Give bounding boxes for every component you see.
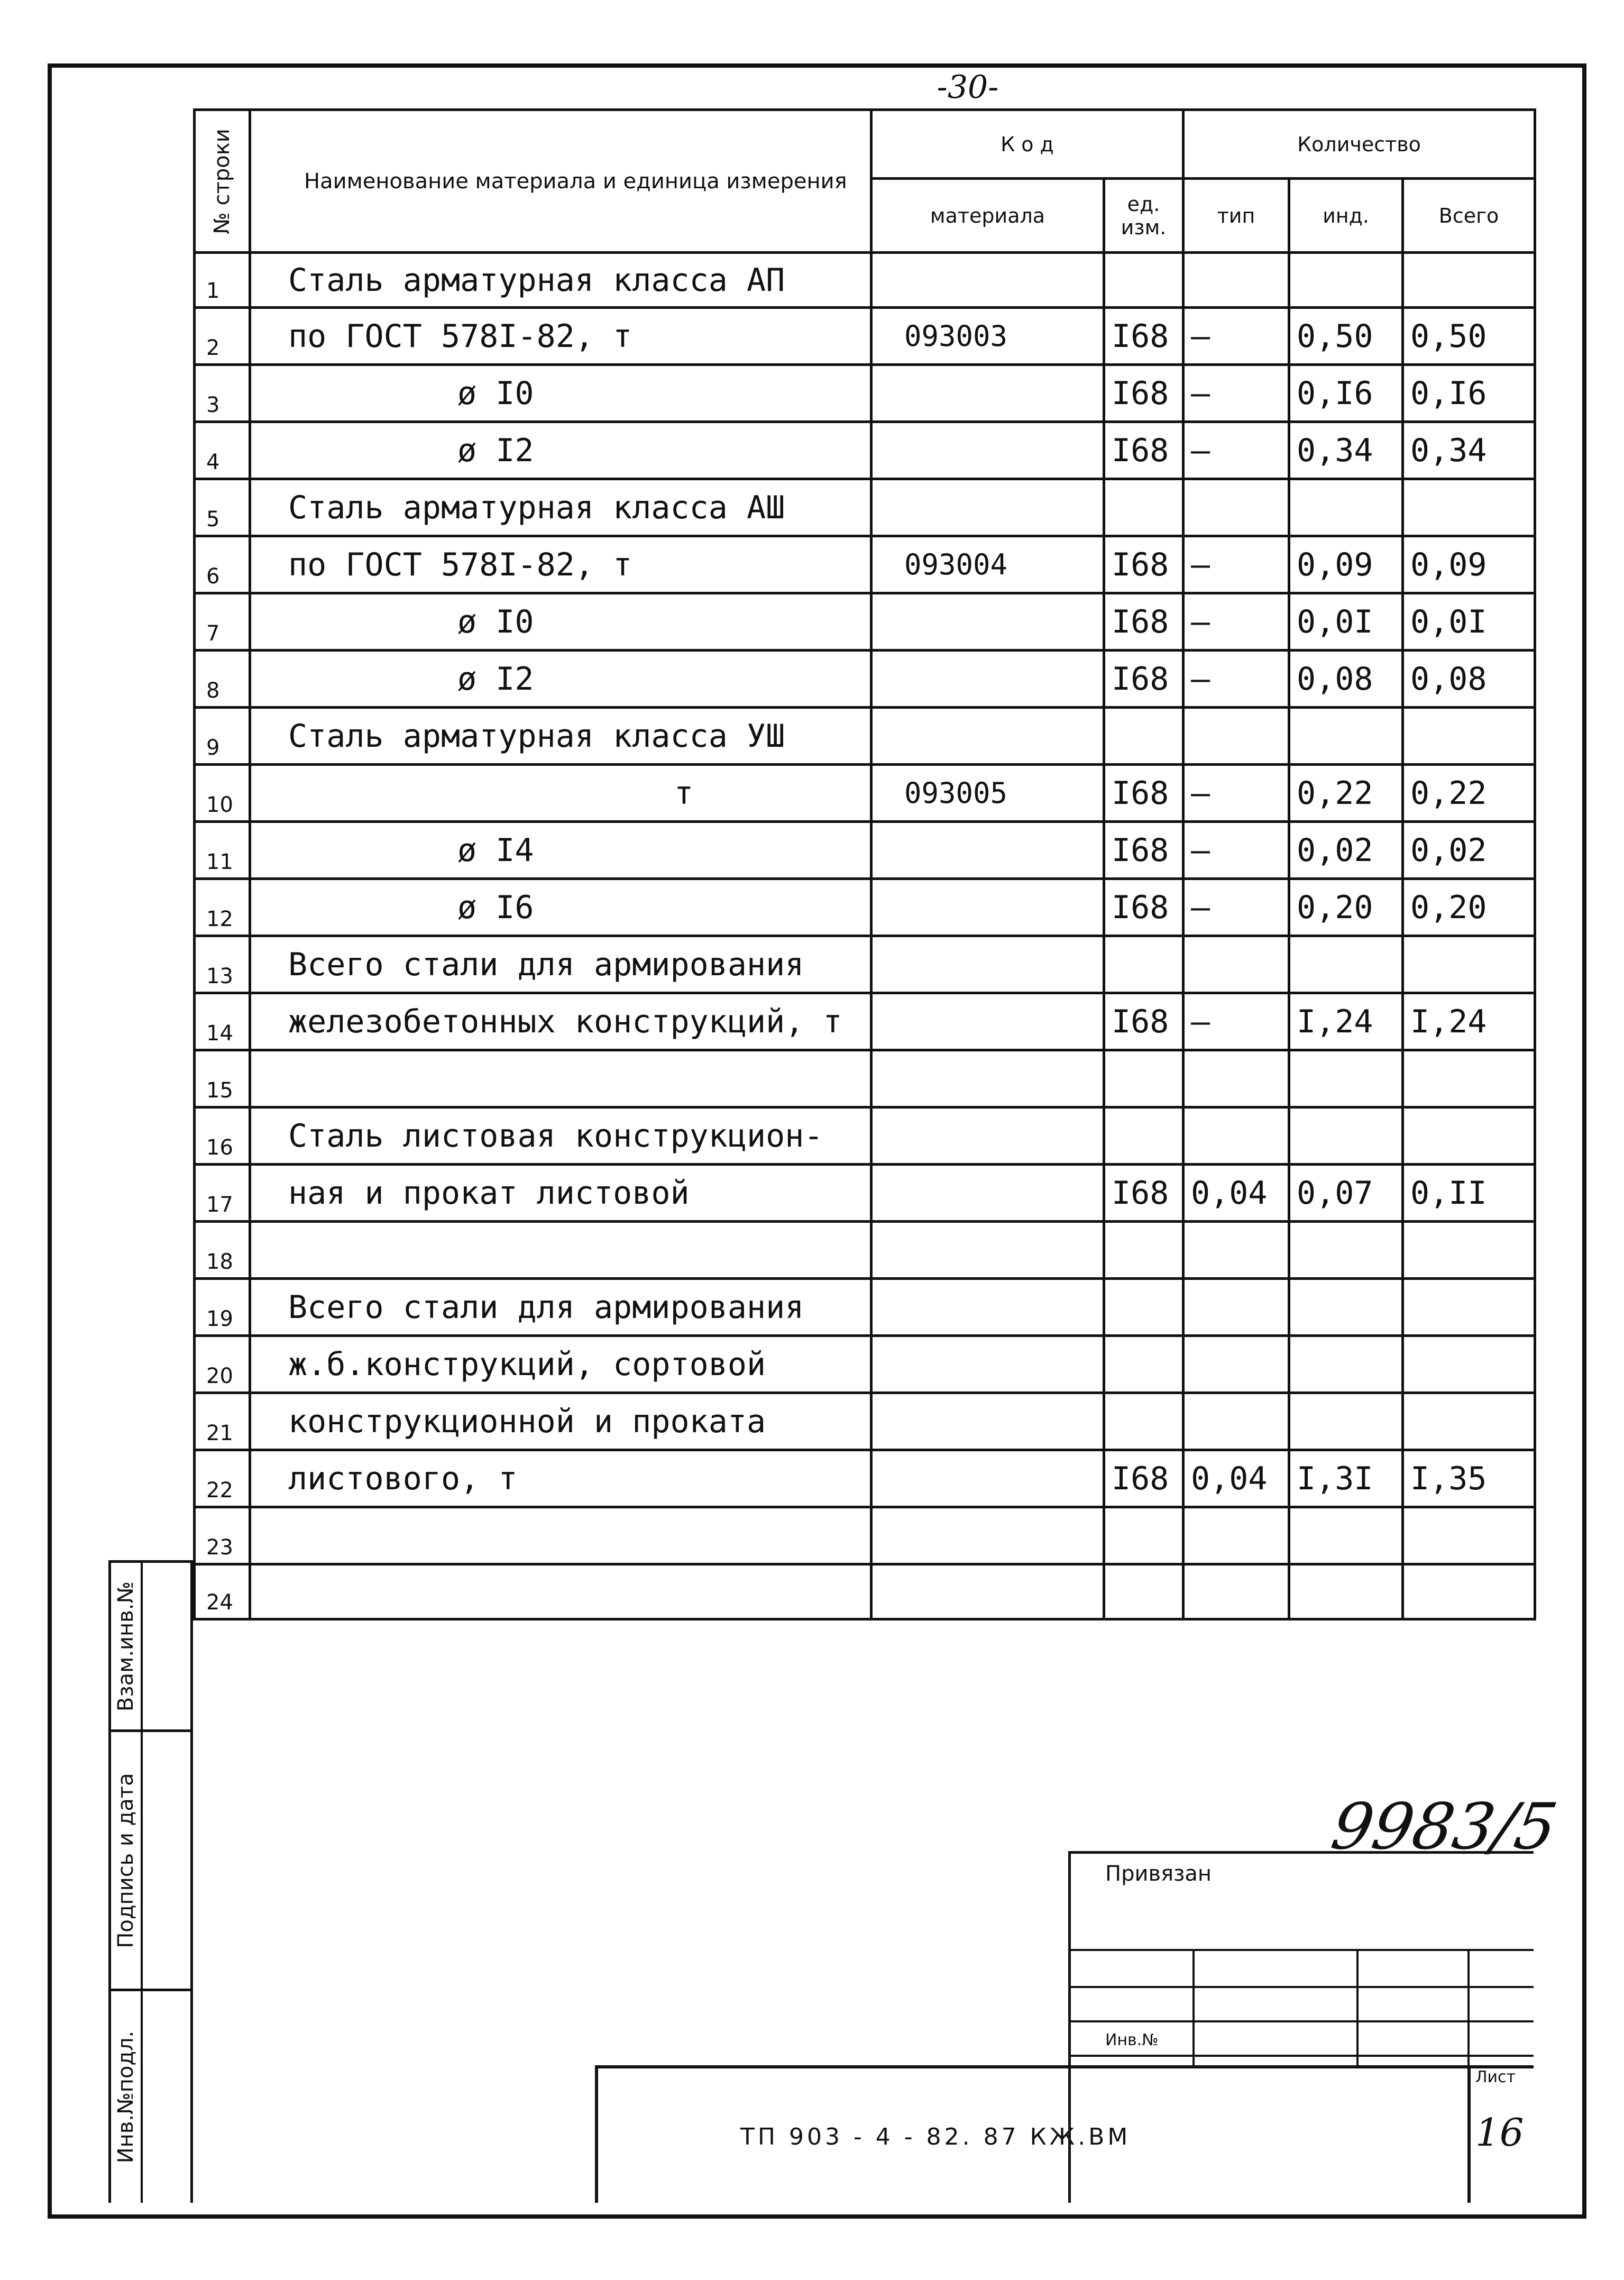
qty-total-cell: [1403, 1507, 1535, 1564]
row-number-cell: 6: [195, 536, 250, 593]
table-row: [195, 936, 1535, 993]
stamp-linked-label: Привязан: [1105, 1862, 1212, 1886]
qty-ind-cell: I,3I: [1289, 1450, 1403, 1507]
qty-ind-cell: [1289, 1507, 1403, 1564]
material-code-cell: 093003: [871, 308, 1104, 365]
qty-typ-cell: [1183, 1507, 1289, 1564]
table-row: [195, 1279, 1535, 1336]
row-number-cell: 3: [195, 365, 250, 422]
unit-code-cell: [1104, 1336, 1183, 1393]
material-name-cell: ø I4: [250, 822, 871, 879]
material-name-cell: конструкционной и проката: [250, 1393, 871, 1450]
unit-code-cell: I68: [1104, 365, 1183, 422]
material-name-cell: ø I2: [250, 422, 871, 479]
material-code-cell: [871, 1107, 1104, 1165]
unit-code-cell: [1104, 1507, 1183, 1564]
material-code-cell: [871, 1393, 1104, 1450]
qty-total-cell: I,24: [1403, 993, 1535, 1050]
qty-typ-cell: –: [1183, 422, 1289, 479]
qty-typ-cell: [1183, 479, 1289, 536]
material-code-cell: [871, 1165, 1104, 1222]
qty-total-cell: [1403, 253, 1535, 308]
qty-ind-cell: [1289, 1279, 1403, 1336]
table-row: [195, 1107, 1535, 1165]
material-code-cell: [871, 253, 1104, 308]
material-name-cell: [250, 1564, 871, 1619]
material-code-cell: [871, 1222, 1104, 1279]
qty-ind-cell: [1289, 1336, 1403, 1393]
material-code-cell: [871, 879, 1104, 936]
qty-typ-cell: –: [1183, 365, 1289, 422]
row-number-cell: 5: [195, 479, 250, 536]
qty-ind-cell: [1289, 936, 1403, 993]
row-number-cell: 9: [195, 708, 250, 765]
row-number-cell: 10: [195, 765, 250, 822]
qty-ind-cell: [1289, 253, 1403, 308]
unit-code-cell: [1104, 708, 1183, 765]
unit-code-cell: I68: [1104, 651, 1183, 708]
header-code-unit: ед. изм.: [1104, 179, 1183, 253]
material-code-cell: [871, 365, 1104, 422]
qty-ind-cell: 0,08: [1289, 651, 1403, 708]
table-row: [195, 536, 1535, 593]
header-qty-typ: тип: [1183, 179, 1289, 253]
qty-ind-cell: [1289, 1393, 1403, 1450]
table-row: [195, 651, 1535, 708]
unit-code-cell: I68: [1104, 879, 1183, 936]
row-number-cell: 1: [195, 253, 250, 308]
table-row: [195, 879, 1535, 936]
unit-code-cell: I68: [1104, 822, 1183, 879]
qty-typ-cell: [1183, 253, 1289, 308]
qty-total-cell: 0,I6: [1403, 365, 1535, 422]
material-name-cell: Всего стали для армирования: [250, 1279, 871, 1336]
table-row: [195, 1050, 1535, 1107]
row-number-cell: 22: [195, 1450, 250, 1507]
table-row: [195, 308, 1535, 365]
qty-typ-cell: –: [1183, 822, 1289, 879]
qty-ind-cell: [1289, 1107, 1403, 1165]
qty-total-cell: [1403, 1393, 1535, 1450]
document-code: ТП 903 - 4 - 82. 87 КЖ.ВМ: [740, 2123, 1131, 2150]
materials-table: [193, 108, 1534, 1642]
table-row: [195, 1393, 1535, 1450]
sheet-label: Лист: [1475, 2068, 1516, 2086]
unit-code-cell: [1104, 1107, 1183, 1165]
material-name-cell: ø I0: [250, 593, 871, 651]
qty-typ-cell: –: [1183, 536, 1289, 593]
row-number-cell: 2: [195, 308, 250, 365]
qty-ind-cell: 0,09: [1289, 536, 1403, 593]
qty-typ-cell: –: [1183, 993, 1289, 1050]
qty-total-cell: [1403, 1336, 1535, 1393]
material-name-cell: Сталь арматурная класса АП: [250, 253, 871, 308]
unit-code-cell: I68: [1104, 593, 1183, 651]
material-name-cell: ная и прокат листовой: [250, 1165, 871, 1222]
row-number-cell: 4: [195, 422, 250, 479]
material-code-cell: [871, 651, 1104, 708]
qty-total-cell: 0,09: [1403, 536, 1535, 593]
material-code-cell: [871, 593, 1104, 651]
qty-total-cell: 0,II: [1403, 1165, 1535, 1222]
qty-total-cell: 0,08: [1403, 651, 1535, 708]
qty-ind-cell: 0,20: [1289, 879, 1403, 936]
sheet-number: 16: [1475, 2110, 1524, 2155]
material-code-cell: [871, 479, 1104, 536]
material-code-cell: [871, 1050, 1104, 1107]
table-row: [195, 1564, 1535, 1619]
material-code-cell: [871, 822, 1104, 879]
material-name-cell: Всего стали для армирования: [250, 936, 871, 993]
unit-code-cell: [1104, 253, 1183, 308]
qty-typ-cell: [1183, 1222, 1289, 1279]
table-row: [195, 765, 1535, 822]
table-row: [195, 822, 1535, 879]
table-row: [195, 365, 1535, 422]
qty-total-cell: 0,22: [1403, 765, 1535, 822]
qty-ind-cell: 0,50: [1289, 308, 1403, 365]
header-code-group: К о д: [871, 110, 1183, 179]
qty-typ-cell: –: [1183, 651, 1289, 708]
table-row: [195, 253, 1535, 308]
qty-ind-cell: I,24: [1289, 993, 1403, 1050]
qty-total-cell: [1403, 1279, 1535, 1336]
table-row: [195, 593, 1535, 651]
qty-typ-cell: –: [1183, 765, 1289, 822]
handwritten-number: 9983/5: [1326, 1790, 1563, 1864]
page-number: -30-: [937, 69, 999, 106]
qty-total-cell: 0,34: [1403, 422, 1535, 479]
qty-total-cell: I,35: [1403, 1450, 1535, 1507]
qty-total-cell: 0,20: [1403, 879, 1535, 936]
qty-total-cell: [1403, 708, 1535, 765]
table-row: [195, 1222, 1535, 1279]
material-code-cell: [871, 708, 1104, 765]
material-code-cell: 093004: [871, 536, 1104, 593]
qty-total-cell: [1403, 479, 1535, 536]
header-qty-ind: инд.: [1289, 179, 1403, 253]
unit-code-cell: [1104, 479, 1183, 536]
row-number-cell: 12: [195, 879, 250, 936]
unit-code-cell: I68: [1104, 308, 1183, 365]
material-name-cell: Сталь арматурная класса УШ: [250, 708, 871, 765]
unit-code-cell: [1104, 936, 1183, 993]
qty-typ-cell: [1183, 1336, 1289, 1393]
row-number-cell: 14: [195, 993, 250, 1050]
unit-code-cell: I68: [1104, 765, 1183, 822]
qty-typ-cell: [1183, 936, 1289, 993]
unit-code-cell: I68: [1104, 1165, 1183, 1222]
row-number-cell: 11: [195, 822, 250, 879]
qty-ind-cell: [1289, 1050, 1403, 1107]
left-side-stamp: [108, 1560, 193, 2203]
material-name-cell: [250, 1222, 871, 1279]
material-name-cell: [250, 1507, 871, 1564]
qty-typ-cell: [1183, 1279, 1289, 1336]
qty-ind-cell: 0,I6: [1289, 365, 1403, 422]
qty-ind-cell: 0,02: [1289, 822, 1403, 879]
row-number-cell: 13: [195, 936, 250, 993]
header-qty-total: Всего: [1403, 179, 1535, 253]
row-number-cell: 20: [195, 1336, 250, 1393]
material-code-cell: [871, 1336, 1104, 1393]
qty-ind-cell: [1289, 1564, 1403, 1619]
table-row: [195, 1165, 1535, 1222]
qty-total-cell: [1403, 1222, 1535, 1279]
qty-typ-cell: –: [1183, 308, 1289, 365]
header-quantity-group: Количество: [1183, 110, 1535, 179]
table-row: [195, 708, 1535, 765]
qty-ind-cell: 0,22: [1289, 765, 1403, 822]
unit-code-cell: [1104, 1222, 1183, 1279]
qty-total-cell: 0,50: [1403, 308, 1535, 365]
material-name-cell: т: [250, 765, 871, 822]
qty-typ-cell: [1183, 1107, 1289, 1165]
material-code-cell: [871, 422, 1104, 479]
header-code-material: материала: [871, 179, 1104, 253]
material-code-cell: [871, 993, 1104, 1050]
material-name-cell: ж.б.конструкций, сортовой: [250, 1336, 871, 1393]
header-material-name: Наименование материала и единица измерения: [250, 110, 871, 253]
qty-typ-cell: 0,04: [1183, 1450, 1289, 1507]
table-row: [195, 1336, 1535, 1393]
material-code-cell: 093005: [871, 765, 1104, 822]
strip-cell-exchange: [111, 1563, 190, 1732]
qty-total-cell: [1403, 1050, 1535, 1107]
qty-total-cell: [1403, 936, 1535, 993]
strip-label-exchange-inv: Взам.инв.№: [114, 1581, 138, 1711]
qty-ind-cell: 0,34: [1289, 422, 1403, 479]
table-row: [195, 1507, 1535, 1564]
stamp-inv-label: Инв.№: [1105, 2031, 1159, 2049]
table-row: [195, 1450, 1535, 1507]
material-name-cell: [250, 1050, 871, 1107]
row-number-cell: 21: [195, 1393, 250, 1450]
material-code-cell: [871, 1279, 1104, 1336]
qty-typ-cell: –: [1183, 593, 1289, 651]
material-code-cell: [871, 1564, 1104, 1619]
unit-code-cell: I68: [1104, 422, 1183, 479]
qty-typ-cell: –: [1183, 879, 1289, 936]
qty-typ-cell: [1183, 708, 1289, 765]
material-name-cell: железобетонных конструкций, т: [250, 993, 871, 1050]
material-name-cell: ø I6: [250, 879, 871, 936]
material-name-cell: ø I2: [250, 651, 871, 708]
qty-ind-cell: [1289, 1222, 1403, 1279]
qty-total-cell: 0,02: [1403, 822, 1535, 879]
material-name-cell: Сталь арматурная класса АШ: [250, 479, 871, 536]
row-number-cell: 23: [195, 1507, 250, 1564]
qty-ind-cell: [1289, 479, 1403, 536]
row-number-cell: 7: [195, 593, 250, 651]
row-number-cell: 18: [195, 1222, 250, 1279]
unit-code-cell: I68: [1104, 1450, 1183, 1507]
material-name-cell: Сталь листовая конструкцион-: [250, 1107, 871, 1165]
qty-ind-cell: 0,07: [1289, 1165, 1403, 1222]
material-code-cell: [871, 1507, 1104, 1564]
table-row: [195, 479, 1535, 536]
unit-code-cell: I68: [1104, 993, 1183, 1050]
strip-cell-original: [111, 1991, 190, 2203]
row-number-cell: 19: [195, 1279, 250, 1336]
table-row: [195, 993, 1535, 1050]
header-row-number: № строки: [195, 110, 250, 253]
row-number-cell: 24: [195, 1564, 250, 1619]
strip-label-orig-inv: Инв.№подл.: [114, 2030, 138, 2164]
qty-typ-cell: [1183, 1564, 1289, 1619]
material-code-cell: [871, 936, 1104, 993]
unit-code-cell: [1104, 1564, 1183, 1619]
material-name-cell: ø I0: [250, 365, 871, 422]
material-name-cell: листового, т: [250, 1450, 871, 1507]
qty-typ-cell: [1183, 1050, 1289, 1107]
qty-typ-cell: 0,04: [1183, 1165, 1289, 1222]
unit-code-cell: [1104, 1050, 1183, 1107]
unit-code-cell: [1104, 1393, 1183, 1450]
qty-total-cell: [1403, 1107, 1535, 1165]
material-code-cell: [871, 1450, 1104, 1507]
qty-total-cell: 0,0I: [1403, 593, 1535, 651]
material-name-cell: по ГОСТ 578I-82, т: [250, 536, 871, 593]
row-number-cell: 17: [195, 1165, 250, 1222]
qty-total-cell: [1403, 1564, 1535, 1619]
row-number-cell: 16: [195, 1107, 250, 1165]
material-name-cell: по ГОСТ 578I-82, т: [250, 308, 871, 365]
qty-typ-cell: [1183, 1393, 1289, 1450]
strip-cell-signature: [111, 1732, 190, 1991]
qty-ind-cell: [1289, 708, 1403, 765]
strip-label-signature-date: Подпись и дата: [114, 1772, 138, 1948]
row-number-cell: 15: [195, 1050, 250, 1107]
row-number-cell: 8: [195, 651, 250, 708]
unit-code-cell: I68: [1104, 536, 1183, 593]
unit-code-cell: [1104, 1279, 1183, 1336]
qty-ind-cell: 0,0I: [1289, 593, 1403, 651]
table-row: [195, 422, 1535, 479]
